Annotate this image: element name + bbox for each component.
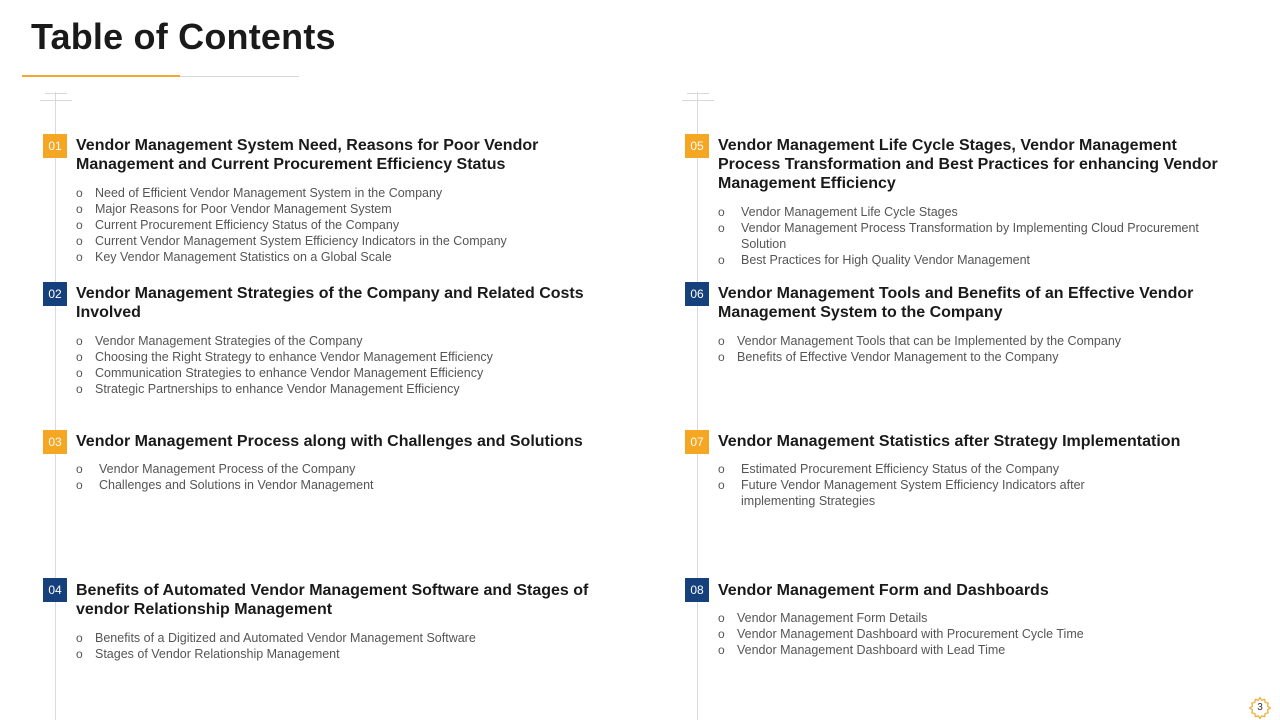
section-items bbox=[718, 204, 1238, 268]
section-number-badge: 06 bbox=[685, 282, 709, 306]
section-items bbox=[76, 185, 636, 265]
section-heading: Vendor Management Strategies of the Company and Related Costs Involved bbox=[76, 285, 584, 321]
list-item: o Benefits of Effective Vendor Management to the Company bbox=[718, 349, 1238, 365]
section-number-badge: 02 bbox=[43, 282, 67, 306]
section-items bbox=[76, 461, 636, 493]
section-number-badge: 07 bbox=[685, 430, 709, 454]
list-item: o Choosing the Right Strategy to enhance Vendor Management Efficiency bbox=[76, 349, 636, 365]
section-heading: Benefits of Automated Vendor Management Software and Stages of vendor Relationship Management bbox=[76, 582, 589, 618]
list-item: o Current Vendor Management System Efficiency Indicators in the Company bbox=[76, 233, 636, 249]
section-items bbox=[718, 610, 1238, 658]
timeline-left bbox=[55, 92, 56, 720]
list-item: o Major Reasons for Poor Vendor Management System bbox=[76, 201, 636, 217]
section-items bbox=[76, 333, 636, 397]
section-items bbox=[718, 333, 1238, 365]
section-heading: Vendor Management Tools and Benefits of an Effective Vendor Management System to the Company bbox=[718, 285, 1194, 321]
list-item: o Vendor Management Dashboard with Lead Time bbox=[718, 642, 1238, 658]
list-item: o Current Procurement Efficiency Status of the Company bbox=[76, 217, 636, 233]
timeline-tick bbox=[45, 93, 67, 94]
list-item: o Vendor Management Strategies of the Company bbox=[76, 333, 636, 349]
section-number-badge: 05 bbox=[685, 134, 709, 158]
list-item: o Vendor Management Life Cycle Stages bbox=[718, 204, 1238, 220]
section-heading: Vendor Management Form and Dashboards bbox=[718, 582, 1049, 599]
section-heading: Vendor Management System Need, Reasons for Poor Vendor Management and Current Procurement Efficiency Status bbox=[76, 137, 539, 173]
list-item: o Vendor Management Tools that can be Implemented by the Company bbox=[718, 333, 1238, 349]
section-heading: Vendor Management Process along with Challenges and Solutions bbox=[76, 433, 583, 450]
list-item: o Estimated Procurement Efficiency Status of the Company bbox=[718, 461, 1138, 477]
page-number: 3 bbox=[1257, 702, 1263, 713]
list-item: o Challenges and Solutions in Vendor Management bbox=[76, 477, 636, 493]
timeline-right bbox=[697, 92, 698, 720]
section-items bbox=[76, 630, 636, 662]
list-item: o Vendor Management Process of the Company bbox=[76, 461, 636, 477]
section-number-badge: 08 bbox=[685, 578, 709, 602]
list-item: o Stages of Vendor Relationship Management bbox=[76, 646, 636, 662]
list-item: o Vendor Management Dashboard with Procurement Cycle Time bbox=[718, 626, 1238, 642]
section-number-badge: 01 bbox=[43, 134, 67, 158]
timeline-tick bbox=[40, 100, 72, 101]
list-item: o Best Practices for High Quality Vendor Management bbox=[718, 252, 1238, 268]
list-item: o Strategic Partnerships to enhance Vendor Management Efficiency bbox=[76, 381, 636, 397]
page-title: Table of Contents bbox=[31, 16, 336, 57]
page-number-badge bbox=[1248, 696, 1272, 720]
section-items bbox=[718, 461, 1138, 509]
section-number-badge: 04 bbox=[43, 578, 67, 602]
list-item: o Future Vendor Management System Efficiency Indicators after implementing Strategies bbox=[718, 477, 1118, 509]
timeline-tick bbox=[682, 100, 714, 101]
timeline-tick bbox=[687, 93, 709, 94]
section-heading: Vendor Management Life Cycle Stages, Vendor Management Process Transformation and Best Practices for enhancing Vendor Management Efficiency bbox=[718, 137, 1218, 192]
list-item: o Key Vendor Management Statistics on a Global Scale bbox=[76, 249, 636, 265]
title-underline-accent bbox=[22, 75, 180, 77]
list-item: o Vendor Management Process Transformation by Implementing Cloud Procurement Solution bbox=[718, 220, 1238, 252]
list-item: o Need of Efficient Vendor Management System in the Company bbox=[76, 185, 636, 201]
list-item: o Vendor Management Form Details bbox=[718, 610, 1238, 626]
list-item: o Benefits of a Digitized and Automated Vendor Management Software bbox=[76, 630, 636, 646]
section-heading: Vendor Management Statistics after Strategy Implementation bbox=[718, 433, 1181, 450]
list-item: o Communication Strategies to enhance Vendor Management Efficiency bbox=[76, 365, 636, 381]
section-number-badge: 03 bbox=[43, 430, 67, 454]
